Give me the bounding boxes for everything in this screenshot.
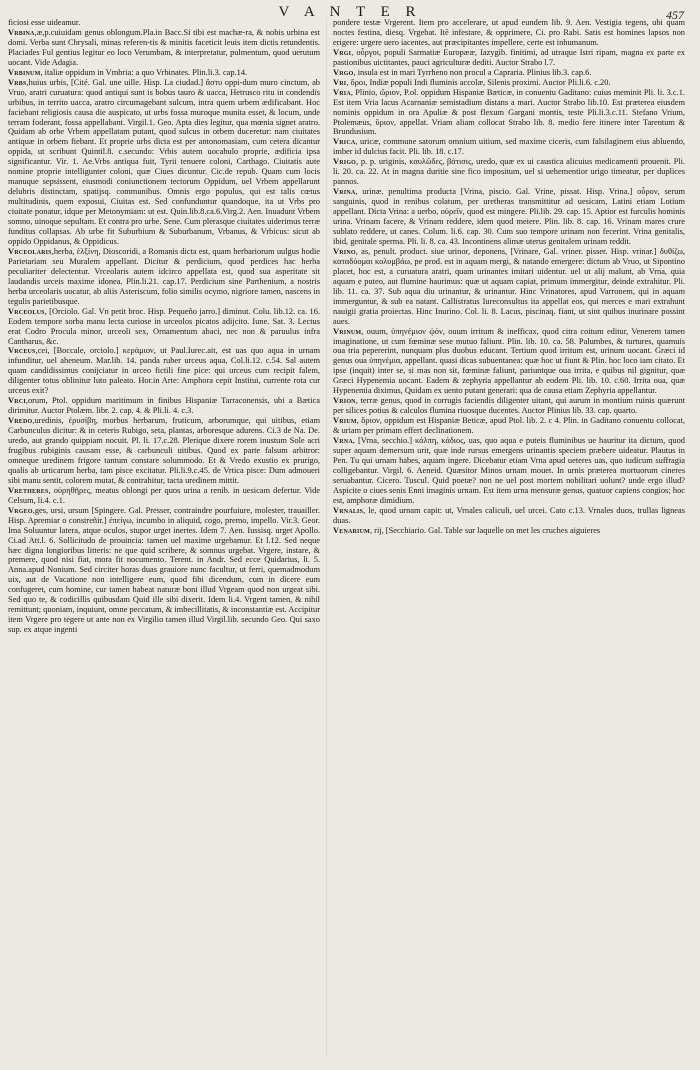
entry-headword: Vri: [333, 77, 347, 87]
entry-text: ,orum, Ptol. oppidum maritimum in finibus Hispaniæ Tarraconensis, ubi a Bætica dirimitur. Auctor Ptolæm. libr. 2. cap. 4. & Pli.li. 4. c.3.: [8, 396, 320, 416]
dictionary-entry: [333, 18, 685, 48]
running-head: V A N T E R: [278, 4, 422, 20]
entry-text: , as, penult. product. siue urinor, deponens, [Vrinare, Gal. vriner. pisser. Hisp. vrinar.] δυθίζω, καταδύομαι κολυμβάω, pe prod. est in aquam mergi, & natando emergere: dictum ab Vruo, ut Sipontino placet, hoc est, a curuatura aratri, quam urinantes imitari uidentur. uel ut alij malunt, ab Vrna, quia aquam e puteo, aut flumine haurimus: quæ ut aquam capiat, primum immergitur, deinde extrahitur. Pli. lib. 11. ca. 37. Sub aqua diu urinantur, & urinantur. Hinc Vrinatores, apud Varronem, qui in aquam immerguntur, & sub ea natant. Callistratus Iureconsultus ita appellat eos, qui merces e mari extrahunt nauigii gratia proiectas. Hinc Inurino. Col. li. 8. Lacus, piscinaq. fiant, ut sint quibus inurinare possint aues.: [333, 246, 685, 326]
entry-text: , ὄροι, Indiæ populi Indi fluminis accolæ, Silenis proximi. Auctor Pli.li.6. c.20.: [346, 77, 611, 87]
dictionary-entry: [8, 506, 320, 635]
entry-text: ,æ,p.cuiuidam genus oblongum.Pla.in Bacc.Si tibi est machæ-ra, & nobis urbina est domi. Verba sunt Chrysali, minas referen-tis & minitis faceticit leuis item dictis retundentis. Placiades Ful gentius legitur eo loco Verumbam, & interpretatur, pulmentum, quod uerutum uocant. Vide Adagia.: [8, 27, 320, 67]
entry-headword: Vrion: [333, 396, 356, 406]
entry-text: ,ges, ursi, ursum [Spingere. Gal. Presser, contraindre pourfuiure, molester, trauailler. Hisp. Apremiar o constreñir.] ἐπείγω, incumbo in aliquid, cogo, premo, impello. Vir.3. Geor. Ima Soluuntur latera, atque oculos, stupor urget inertes. Idem 7. Aen. Iussisq. urget Apollo. Ci.ad Att.l. 6. Sollicitudo de prouincia: tamen uel maxime urgebamur. Et l.12. Sed neque hæc digna longioribus litteris: ne que quid scribere, & somnus urgebat. Vrgere, instare, & premere, quod nisi fiat, mora fit nocumento. Terent. in Andr. Sed ecce Quidarius, li. 5. Anna.apud Nonium. Sed circiter horas duas grauiore nunc facultur, ut ferri, quemadmodum uix, aut de Vacatione non intelligere eum, quod fibi dicendum, cum in dicere eum confugeret, cum homine, cur tamen habeat naturæ boni illud Vrgeam quod non urgeat sibi. Sed quo te, & codicillis quibusdam Quid ille sibi dixerit. Idem li.4. Vrgent tamen, & nihil remittunt; quoniam, inquiunt, omne peccatum, & imbecillitatis, & inconstantiæ est. Accipitur item Vrgere pro tegere ut ante non ex Virgilio tamen illud Virgil.lib. secundo Geo. Qui saxo sup. ex atque ingenti: [8, 505, 320, 635]
left-column: [8, 18, 320, 1058]
entry-headword: Vrina: [333, 187, 356, 197]
dictionary-entry: [333, 247, 685, 327]
dictionary-entry: [333, 68, 685, 78]
entry-text: , le, quod urnam capit: ut, Vrnales caliculi, uel urcei. Cato c.13. Vrnales duos, trullas ligneas duas.: [333, 505, 685, 525]
entry-text: ,herba, ἑλξίνη, Dioscoridi, a Romanis dicta est, quam herbariorum uulgus hodie Parietariam seu Muralem appellant. Dicitur & perdicium, quod perdices hac herba peculiariter delectentur. Vrceolaris autem idcirco appellata est, quod sua asperitate sit laudandis urceis maxime idonea. Plin.li.21. cap.17. Perdicium sine Parthenium, a nostris herba urceolaris uocatur, ab aliis Asteriscum, folio similis ocymo, nigriore tamen, nascens in tegulis parietibusque.: [8, 246, 320, 306]
dictionary-entry: [333, 436, 685, 506]
entry-headword: Vria: [333, 87, 351, 97]
entry-text: , urinæ. penultima producta [Vrina, piscio. Gal. Vrine, pissat. Hisp. Vrina.] οὖρον, serum sanguinis, quod in renibus colatum, per uretheras transmittitur ad uesicam, Latini etiam Lotium appellant. Dicta Vrina: a uerbo, οὐρεῖν, quod est mingere. Pli.lib. 29. cap. 15. Aptior est furculis hominis urina. Vrinam facere, & Vrinam reddere, idem quod meiere. Plin. lib. 8. cap. 16. Vrinam mares crure sublato reddere, ut canes. Colum. li.6. cap. 30. Cum suo tempore urinam non fecerint. Vrina genitalis, ibid, genitale sperma. Pli. li. 8. ca. 43. Incontinens alimæ uterus genitalem urinam reddit.: [333, 187, 685, 246]
dictionary-entry: [333, 327, 685, 397]
dictionary-entry: [8, 396, 320, 416]
entry-headword: Vrgo: [333, 67, 354, 77]
dictionary-entry: [333, 396, 685, 416]
entry-headword: Vrceus: [8, 346, 36, 356]
entry-headword: Vrceolaris: [8, 246, 52, 256]
entry-text: ,cei, [Boccale, orciolo.] κεράμιον, ut Paul.Iurec.ait, est uas quo aqua in urnam infunditur, uel aheneum. Mar.lib. 14. panda ruber urceus aqua, Col.li.12. c.54. Sal autem quam candidissimus conijciatur in urceo fictili fine pice: qui urceus cum recipit falem, diligenter totus oblinitur luto paleato. Hor.in Arte: Amphora cepit Institui, currente rota cur urceus exit?: [8, 346, 320, 396]
dictionary-entry: [8, 28, 320, 68]
dictionary-entry: [333, 157, 685, 187]
entry-text: , terræ genus, quod in corrugis faciendis diligenter uitant, qui aurum in montium ruinis quærunt per silices potius & calculos flumina riuosque ducentes. Auctor Plinius lib. 33. cap. quarto.: [333, 396, 685, 416]
dictionary-entry: [333, 48, 685, 68]
entry-text: , rij, [Secchiario. Gal. Table sur laquelle on met les cruches aiguieres: [369, 525, 601, 535]
entry-headword: Vrica: [333, 137, 356, 147]
column-gutter: [326, 18, 327, 1058]
entry-headword: Vrceolus: [8, 306, 45, 316]
entry-headword: Vrino: [333, 246, 356, 256]
entry-headword: Vrgeo: [8, 505, 33, 515]
entry-headword: Venarium: [333, 525, 370, 535]
dictionary-entry: [8, 68, 320, 78]
dictionary-entry: [333, 78, 685, 88]
entry-text: ,huius urbis, [Cité. Gal. une uille. Hisp. La ciudad.] ἄστυ oppi-dum muro cinctum, ab Vruo, aratri curuatura: quod antiqui sunt is bobus tauro & uacca, Hetrusco ritu in condendis urbibus, in territo uacca, aratro circumagebant sulcum, intra quem urbem ædificabant. Hoc faciebant religiosis causa die auspicato, ut urbs fossa muroque munita esset, & locum, unde terram foderant, fossa appellabant. Virgil.1. Geo. Apta dies legitur, qua mœnia signet aratro. Quidam ab orbe Vrbem appellatam putant, quod sulcus in orbem duceretur: nam ciuitates antiquæ in orbem fiebant. Et proprie urbs dicta est per antonomasiam, cum cetera dicantur oppida, ut scribunt Quintil.8. c.secundo: Vrbis autem uocabulo proprie, ædificia ipsa significantur. Vir. 1. Ae.Vrbs antiqua fuit, Tyrii tenuere coloni, Carthago. Ciuitatis aute nomine proprie intelligunter coloni, quæ Ciues dicuntur. Cic.de repub. Quam cum locis manuque sepsissent, eiusmodi coniunctionem tectorum Oppidum, uel Vrbem appellarunt delubris distinctam, spatijsq. communibus. Omnis ergo populus, qui est talis cœtus multitudinis, quem exposui, Ciuitas est. Sed confunduntur quandoque, ita ut Vrbs pro ciuitate ponatur, idque per Metonymiam: ut est. Quin.lib.8.ca.6.Virg.2. Aen. Inuadunt Vrbem somno, uinoque sepultam. Et contra pro urbe. Sene. Cum plerasque ciuitates uiderimus terræ funditus collapsas. Ab urbe fit Suburbium & Suburbanum, Vrbanus, & Vrbicus: sicut ab oppido Oppidanus, & Oppidicus.: [8, 77, 320, 246]
entry-text: , ὄριον, oppidum est Hispaniæ Beticæ, apud Ptol. lib. 2. c 4. Plin. in Gaditano conuentu collocat, & uriam per primam effert declinationem.: [333, 416, 685, 436]
dictionary-entry: [8, 78, 320, 247]
entry-headword: Vrigo: [333, 157, 357, 167]
dictionary-entry: [8, 18, 320, 28]
dictionary-entry: [333, 506, 685, 526]
dictionary-entry: [333, 88, 685, 138]
entry-headword: Vrbina: [8, 27, 35, 37]
entry-headword: Vrgi: [333, 47, 352, 57]
dictionary-entry: [333, 416, 685, 436]
entry-text: ,uredinis, ἐρυσίβη, morbus herbarum, fruticum, arborumque, qui uitibus, etiam Carbunculus dicitur: & in ceteris Rubigo, seta, plantas, arboresque adurens. Ci.3 de Na. De. uredo, aut grando quippiam nocuit. Pl. li. 17.c.28. Plerique dixere rorem inustum Sole acri frugibus rubiginis causam esse, & carbunculi uitibus. Quod ex parte falsum arbitror: omneque uredinem frigore tantum constare solummodo. Et & Vredo exustio ex prurigo, qualis ab urticarum herba, tam pisce excitatur. Pli.li.9.c.45. de Vrtica pisce: Dum admoueri sibi manu sentit, colorem mutat, & contrahitur, tacta uredinem mittit.: [8, 416, 320, 485]
dictionary-entry: [8, 346, 320, 396]
right-column: [333, 18, 685, 1058]
entry-text: , [Orciolo. Gal. Vn petit broc. Hisp. Pequeño jarro.] diminut. Colu. lib.12. ca. 16. Eodem tempore sorba manu lecta curiose in urceolos picatos adijcito. Iune. Sat. 3. Lectus erat Codro Procula minor, urceoli sex, Ornamentum abaci, nec non & paruulus infra Cantharus, &c.: [8, 306, 320, 346]
entry-headword: Vrbinum: [8, 67, 41, 77]
dictionary-entry: [8, 247, 320, 307]
entry-text: , [Vrna, secchio.] κάλπη, κάδιος, uas, quo aqua e puteis fluminibus ue hauritur ita dictum, quod super aquam demersum urit, quæ inde rursus emergens urinantis speciem præbere uideatur. Plautus in Pen. Tu qui urnam habes, aquam ingere. Dicebatur etiam Vrna apud ueteres uas, quo iudicum suffragia colligebantur. Virgil. 6. Aeneid. Quæsitor Minos urnam mouet. In urnis præterea mortuorum cineres seruabantur. Cicero. Tuscul. Quid poetæ? non ne uel post mortem nobilitari uolunt? unde ergo illud? Aspicite o ciues senis Enni imaginis urnam. Est item urna mensuræ genus, quatuor capiens congios; hoc est, amphoræ dimidium.: [333, 436, 685, 505]
entry-headword: Vredo: [8, 416, 33, 426]
page-number: 457: [666, 8, 684, 22]
entry-headword: Vrci: [8, 396, 26, 406]
entry-text: pondere testæ Vrgerent. Item pro accelerare, ut apud eundem lib. 9. Aen. Vestigia tegens, ubi quam noctes festina, diesq. Vrgebat. Itē infestare, & opprimere, Ci. pro Rabi. Satis est homines lapsos non erigere: urgere uero iacentes, aut præcipitantes impellere, certe est inhumanum.: [333, 18, 685, 47]
entry-text: , οὐρηθῆρες, meatus oblongi per quos urina a renib. in uesicam defertur. Vide Celsum, li.4. c.1.: [8, 485, 320, 505]
entry-headword: Vretheres: [8, 485, 49, 495]
dictionary-entry: [8, 307, 320, 347]
entry-headword: Vrinum: [333, 326, 362, 336]
dictionary-entry: [333, 137, 685, 157]
dictionary-entry: [333, 526, 685, 536]
entry-text: , οὖργοι, populi Sarmatiæ Europææ, Iazygib. finitimi, ad utraque Istri ripam, magna ex parte ex pastionibus uictitantes, pauci agriculturæ dediti. Auctor Strabo l.7.: [333, 47, 685, 67]
dictionary-entry: [8, 486, 320, 506]
entry-text: , Plinio, ὤριον, P.ol. oppidum Hispaniæ Bæticæ, in conuentu Gaditano: cuius meminit Pli. li. 3.c.1. Est item Vria lacus Acarnaniæ semistadium distans a mari. Auctor Strabo lib.10. Est præterea eiusdem nominis oppidum in ora Apuliæ & post flexum Gargani montis, teste Pli.li.3.c.11. Stefano Vrium, Ptolemæus, ὕριον, appellat. Vriam aliam collocat Strabo lib. 8. medio fere itinere inter Tarentum & Brundusium.: [333, 87, 685, 137]
entry-text: , italiæ oppidum in Vmbria: a quo Vrbinates. Plin.li.3. cap.14.: [40, 67, 248, 77]
entry-headword: Vrna: [333, 436, 353, 446]
entry-text: , uricæ, commune satorum omnium uitium, sed maxime ciceris, cum falsilaginem eius abluendo, imber id dulcius facit. Pli. lib. 18. c.17.: [333, 137, 685, 157]
dictionary-entry: [333, 187, 685, 247]
entry-headword: Vrium: [333, 416, 357, 426]
entry-headword: Vrnalis: [333, 505, 364, 515]
entry-headword: Vrbs: [8, 77, 27, 87]
entry-text: , insula est in mari Tyrrheno non procul a Capraria. Plinius lib.3. cap.6.: [353, 67, 592, 77]
dictionary-entry: [8, 416, 320, 486]
entry-text: ficiosi esse uideamur.: [8, 18, 81, 27]
entry-text: , p. p. uriginis, καυλῶδες, βάτισις, uredo, quæ ex ui caustica alicuius medicamenti prouenit. Pli. li. 20. ca. 22. At in magna duritie sine fico impositum, uel si uehementior urigo timeatur, per duplices pannos.: [333, 157, 685, 187]
entry-text: , ouum, ὑπηνέμιον ᾠόν, ouum irritum & inefficax, quod citra coitum editur, Venerem tamen imaginatione, ut cum fœminæ sese mutuo faliunt. Plin. lib. 10. ca. 58. Palumbes, & turtures, quamuis oua tria pepererint, nunquam plus duobus educant. Tertium quod irritum est, urinum uocant. Græci id genus oua ὑπηνέμια, appellant. quasi dicas subuentanea: quæ hoc ut fiunt & Plin. hoc loco iam citato. Et ipse (inquit) inter se, si mas non sit, fœminæ faliunt, pariuntque oua irrita, e quibus nil gignitur, quæ Græci Hypenemia uocant. Eadem & zephyria appellantur ab eodem Pli. lib. 10. c.60. Irrita oua, quæ Hypenemia diximus, Quidam ex uento putant generari: qua de causa etiam Zephyria appellantur.: [333, 326, 685, 396]
